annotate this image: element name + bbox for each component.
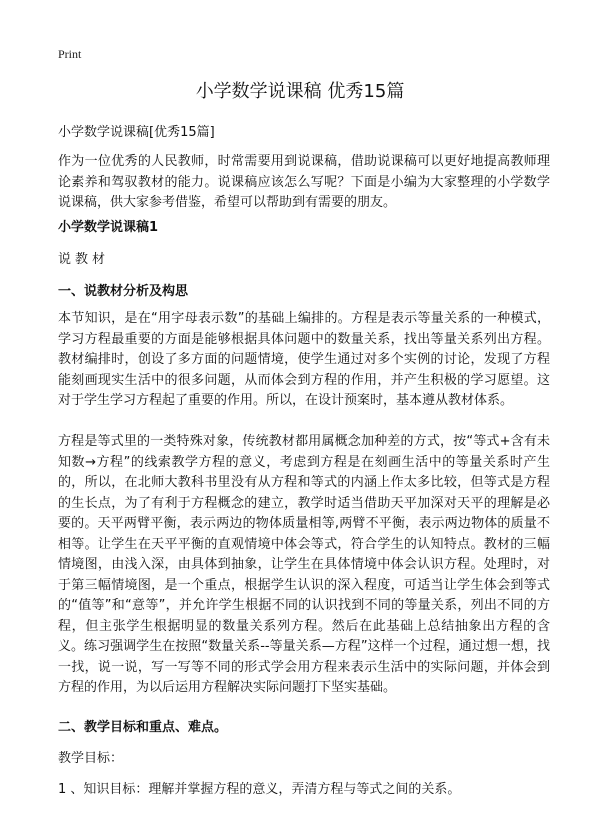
goal-item-1: 1 、知识目标：理解并掌握方程的意义，弄清方程与等式之间的关系。: [58, 782, 461, 797]
paragraph-analysis-2: 方程是等式里的一类特殊对象，传统教材都用属概念加种差的方式，按“等式+含有未知数→方程”的线索教学方程的意义，考虑到方程是在刻画生活中的等量关系时产生的，所以，在北师大教科书里没有从方程和等式的内涵上作太多比较，但等式是方程的生长点，为了有利于方程概念的建立，教学时适当借助天平加深对天平的理解是必要的。天平两臂平衡，表示两边的物体质量相等,两臂不平衡，表示两边物体的质量不相等。让学生在天平平衡的直观情境中体会等式，符合学生的认知特点。教材的三幅情境图，由浅入深，由具体到抽象，让学生在具体情境中体会认识方程。处理时，对于第三幅情境图，是一个重点，根据学生认识的深入程度，可适当让学生体会到等式的“值等”和“意等”，并允许学生根据不同的认识找到不同的等量关系，列出不同的方程，但主张学生根据明显的数量关系列方程。然后在此基础上总结抽象出方程的含义。练习强调学生在按照“数量关系--等量关系—方程”这样一个过程，通过想一想，找一找，说一说，写一写等不同的形式学会用方程来表示生活中的实际问题，并体会到方程的作用，为以后运用方程解决实际问题打下坚实基础。: [58, 434, 550, 695]
section-title: 小学数学说课稿1: [58, 220, 159, 235]
intro-paragraph: 作为一位优秀的人民教师，时常需要用到说课稿，借助说课稿可以更好地提高教师理论素养和驾驭教材的能力。说课稿应该怎么写呢？下面是小编为大家整理的小学数学说课稿，供大家参考借鉴，希望可以帮助到有需要的朋友。: [58, 154, 550, 210]
document-subtitle: 小学数学说课稿[优秀15篇]: [58, 125, 215, 140]
print-link[interactable]: Print: [58, 47, 82, 61]
jiaocai-label: 说教材: [58, 252, 110, 267]
heading-analysis: 一、说教材分析及构思: [58, 284, 189, 299]
page-title: 小学数学说课稿 优秀15篇: [195, 81, 405, 102]
heading-goals: 二、教学目标和重点、难点。: [58, 720, 228, 735]
paragraph-analysis-1: 本节知识，是在“用字母表示数”的基础上编排的。方程是表示等量关系的一种模式，学习方程最重要的方面是能够根据具体问题中的数量关系，找出等量关系列出方程。教材编排时，创设了多方面的问题情境，使学生通过对多个实例的讨论，发现了方程能刻画现实生活中的很多问题，从而体会到方程的作用，并产生积极的学习愿望。这对于学生学习方程起了重要的作用。所以，在设计预案时，基本遵从教材体系。: [58, 311, 550, 408]
goals-label: 教学目标：: [58, 751, 124, 766]
